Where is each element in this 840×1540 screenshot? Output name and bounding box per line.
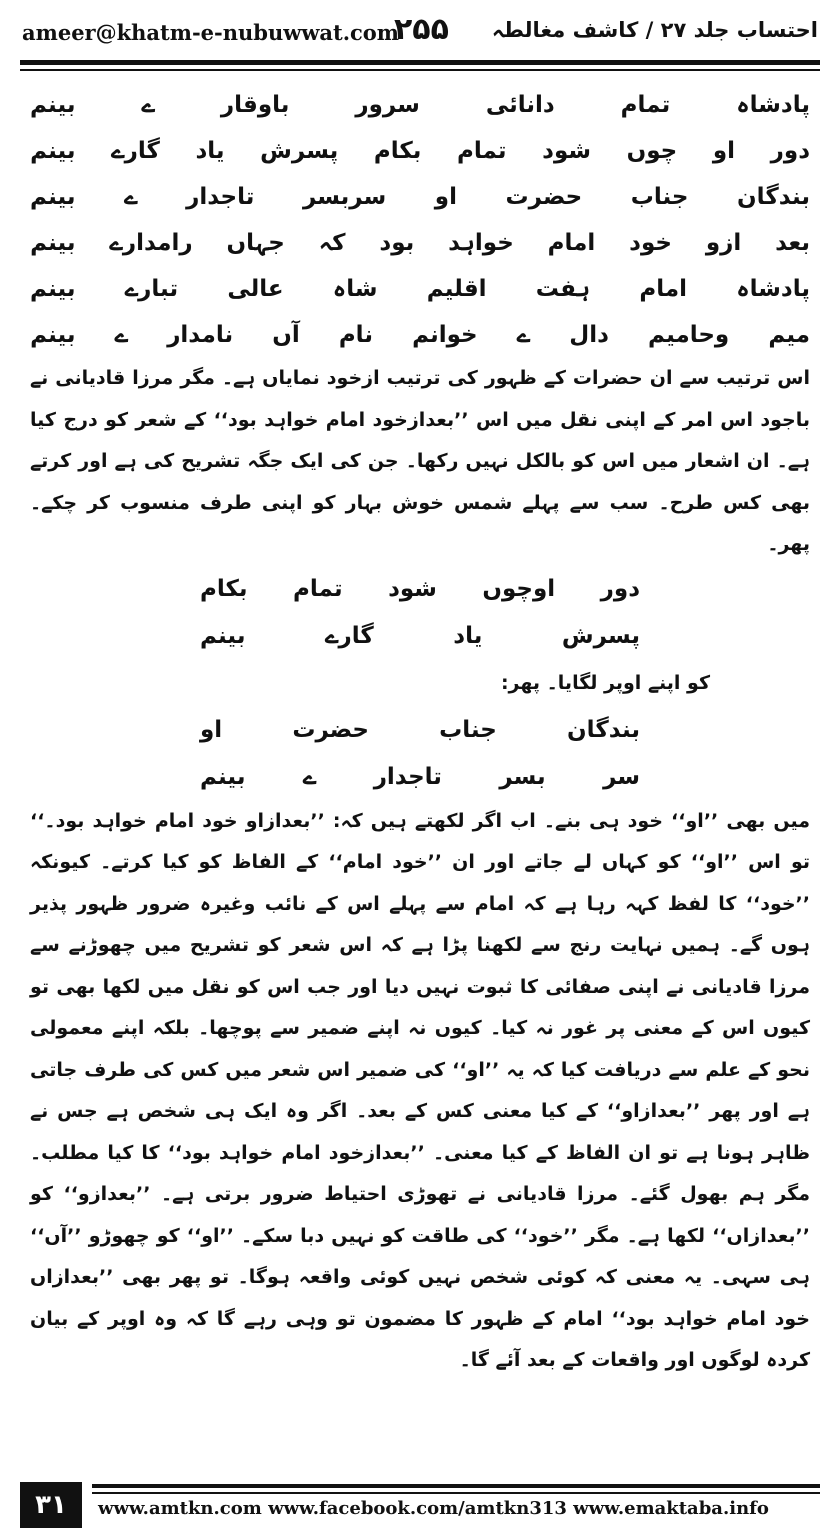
excerpt-block-2	[30, 707, 810, 801]
verse-word: ے	[124, 184, 138, 210]
verse-word: حضرت	[292, 716, 370, 743]
verse-word: ے	[516, 322, 531, 348]
verse-word: بکام	[200, 575, 248, 602]
verse-word: بینم	[200, 622, 246, 649]
verse-word: ے	[302, 763, 317, 790]
verse-word: بندگان	[567, 716, 640, 743]
verse-line	[30, 82, 810, 128]
verse-word: ے	[114, 322, 129, 348]
verse-word: جناب	[630, 184, 689, 210]
verse-line	[30, 266, 810, 312]
verse-word: بینم	[200, 763, 246, 790]
verse-word: تمام	[293, 575, 343, 602]
verse-word: بینم	[30, 230, 76, 256]
excerpt-block-1	[30, 566, 810, 660]
verse-word: پسرش	[561, 622, 640, 649]
header-rule-thick	[20, 60, 820, 65]
paragraph-2: میں بھی ’’او‘‘ خود ہی بنے۔ اب اگر لکھتے ہیں کہ: ’’بعدازاو خود امام خواہد بود۔‘‘ تو اس ’’او‘‘ کو کہاں لے جاتے اور ان ’’خود امام‘‘ کے الفاظ کو کیا کرتے۔ کیونکہ ’’خود‘‘ کا لفظ کہہ رہا ہے کہ امام سے پہلے اس کے نائب وغیرہ ضرور ظہور پذیر ہوں گے۔ ہمیں نہایت رنج سے لکھنا پڑا ہے کہ اس شعر کو تشریح میں چھوڑنے سے مرزا قادیانی نے اپنی صفائی کا ثبوت نہیں دیا اور جب اس کو نقل میں لکھا بھی تو کیوں اس کے معنی پر غور نہ کیا۔ کیوں نہ اپنے ضمیر سے پوچھا۔ بلکہ اپنے معمولی نحو کے علم سے دریافت کیا کہ یہ ’’او‘‘ کی ضمیر اس شعر میں کس کی طرف جاتی ہے اور پھر ’’بعدازاو‘‘ کے کیا معنی کس کے بعد۔ اگر وہ ایک ہی شخص ہے جس نے ظاہر ہونا ہے تو ان الفاظ کے کیا معنی۔ ’’بعدازخود امام خواہد بود‘‘ کا کیا مطلب۔ مگر ہم بھول گئے۔ مرزا قادیانی نے تھوڑی احتیاط ضرور برتی ہے۔ ’’بعدازو‘‘ کو ’’بعدازاں‘‘ لکھا ہے۔ مگر ’’خود‘‘ کی طاقت کو نہیں دبا سکے۔ ’’او‘‘ کو چھوڑو ’’آں‘‘ ہی سہی۔ یہ معنی کہ کوئی شخص نہیں کوئی واقعہ ہوگا۔ تو پھر بھی ’’بعدازاں خود امام خواہد بود‘‘ امام کے ظہور کا مضمون تو وہی رہے گا کہ وہ اوپر کے بیان کردہ لوگوں اور واقعات کے بعد آئے گا۔	[30, 809, 810, 1371]
verse-word: اوچوں	[482, 575, 556, 602]
verse-word: تبارے	[124, 276, 179, 302]
footer-rule-thin	[92, 1492, 820, 1494]
verse-block	[30, 82, 810, 358]
verse-word: شاہ	[332, 276, 378, 302]
verse-word: خوانم	[412, 322, 478, 348]
verse-word: سر	[603, 763, 640, 790]
verse-word: تاجدار	[186, 184, 255, 210]
verse-word: سربسر	[302, 184, 387, 210]
verse-word: بینم	[30, 138, 76, 164]
verse-word: بسر	[499, 763, 546, 790]
verse-word: خود	[629, 230, 672, 256]
verse-word: بکام	[373, 138, 422, 164]
page-footer	[20, 1482, 820, 1528]
verse-word: او	[200, 716, 223, 743]
verse-word: آں	[272, 322, 300, 348]
verse-word: ے	[141, 92, 155, 118]
verse-word: عالی	[227, 276, 284, 302]
paragraph-1: اس ترتیب سے ان حضرات کے ظہور کی ترتیب ازخود نمایاں ہے۔ مگر مرزا قادیانی نے باجود اس امر کے اپنی نقل میں اس ’’بعدازخود امام خواہد بود‘‘ کے شعر کو درج کیا ہے۔ ان اشعار میں اس کو بالکل نہیں رکھا۔ جن کی ایک جگہ تشریح کی ہے اور کرتے بھی کس طرح۔ سب سے پہلے شمس خوش بہار کو اپنی طرف منسوب کر چکے۔ پھر۔	[30, 367, 810, 555]
verse-word: یاد	[195, 138, 225, 164]
verse-word: گارے	[325, 622, 374, 649]
verse-word: پسرش	[260, 138, 339, 164]
verse-word: او	[712, 138, 736, 164]
verse-word: اقلیم	[426, 276, 487, 302]
page-header	[22, 14, 818, 54]
excerpt-line	[30, 566, 810, 613]
verse-word: تمام	[620, 92, 671, 118]
verse-word: پادشاہ	[736, 276, 810, 302]
verse-word: چوں	[626, 138, 678, 164]
verse-word: تاجدار	[373, 763, 442, 790]
verse-word: ہفت	[535, 276, 591, 302]
verse-word: خواہد	[448, 230, 514, 256]
verse-word: دور	[770, 138, 810, 164]
verse-word: نام	[338, 322, 373, 348]
verse-word: امام	[639, 276, 687, 302]
verse-word: دال	[569, 322, 609, 348]
header-email: ameer@khatm-e-nubuwwat.com	[22, 20, 400, 45]
header-title: احتساب جلد ۲۷ / کاشف مغالطہ	[491, 18, 818, 42]
footer-page-number: ۳۱	[20, 1482, 82, 1528]
verse-word: شود	[542, 138, 591, 164]
verse-line	[30, 312, 810, 358]
verse-word: بینم	[30, 322, 76, 348]
verse-line	[30, 174, 810, 220]
verse-word: دانائی	[485, 92, 555, 118]
excerpt-line	[30, 754, 810, 801]
verse-word: گارے	[111, 138, 160, 164]
verse-word: رامدارے	[109, 230, 193, 256]
header-page-number: ۲۵۵	[394, 12, 449, 47]
verse-word: میم	[768, 322, 810, 348]
verse-word: وحامیم	[648, 322, 730, 348]
header-rule-thin	[20, 69, 820, 71]
verse-word: سرور	[355, 92, 420, 118]
page-body	[30, 82, 810, 1382]
verse-word: ازو	[705, 230, 742, 256]
verse-word: جناب	[439, 716, 497, 743]
verse-word: پادشاہ	[736, 92, 810, 118]
verse-word: تمام	[456, 138, 507, 164]
verse-word: دور	[600, 575, 640, 602]
verse-line	[30, 128, 810, 174]
verse-word: حضرت	[505, 184, 583, 210]
verse-word: بعد	[775, 230, 810, 256]
verse-word: باوقار	[220, 92, 290, 118]
footer-rule-thick	[92, 1484, 820, 1488]
verse-word: او	[434, 184, 457, 210]
footer-links: www.amtkn.com www.facebook.com/amtkn313 www.emaktaba.info	[98, 1498, 769, 1519]
excerpt-line	[30, 707, 810, 754]
verse-word: امام	[547, 230, 596, 256]
verse-word: بود	[379, 230, 415, 256]
verse-word: بندگان	[737, 184, 810, 210]
verse-line	[30, 220, 810, 266]
verse-word: جہاں	[226, 230, 285, 256]
excerpt-line	[30, 613, 810, 660]
verse-word: بینم	[30, 184, 76, 210]
verse-word: بینم	[30, 92, 76, 118]
verse-word: یاد	[453, 622, 483, 649]
verse-word: شود	[388, 575, 437, 602]
verse-word: نامدار	[167, 322, 234, 348]
verse-word: کہ	[318, 230, 346, 256]
excerpt-label: کو اپنے اوپر لگایا۔ پھر:	[500, 671, 710, 694]
verse-word: بینم	[30, 276, 76, 302]
